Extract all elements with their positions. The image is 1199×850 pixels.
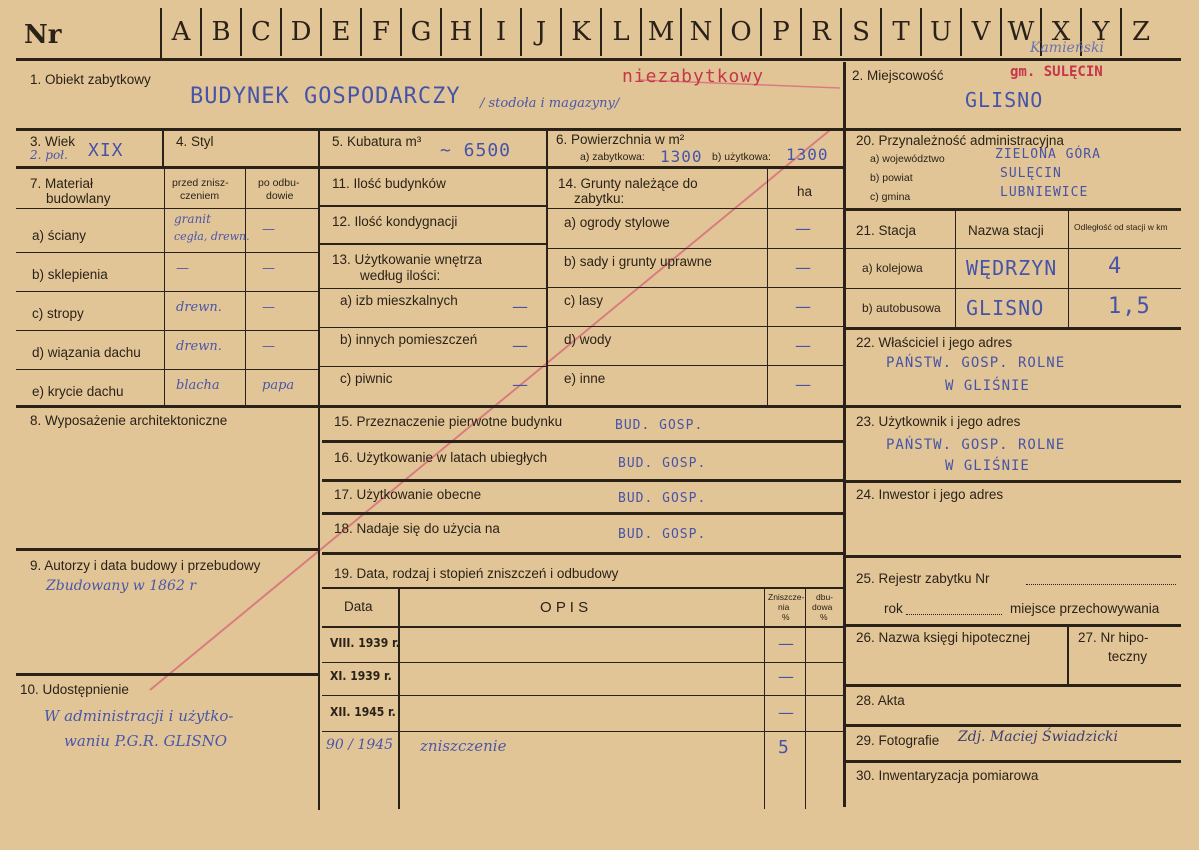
field-22-line-2: W GLIŚNIE bbox=[945, 378, 1030, 394]
index-letter-v: V bbox=[960, 8, 1000, 56]
field-6-uz-label: b) użytkowa: bbox=[712, 151, 771, 163]
field-6-uz-value: 1300 bbox=[786, 145, 829, 164]
field-7-col-po-1: po odbu- bbox=[258, 177, 300, 189]
field-17-label: 17. Użytkowanie obecne bbox=[334, 487, 482, 502]
field-8-label: 8. Wyposażenie architektoniczne bbox=[30, 413, 228, 428]
field-30-label: 30. Inwentaryzacja pomiarowa bbox=[856, 768, 1039, 783]
field-3-value-2: XIX bbox=[88, 140, 124, 161]
divider bbox=[546, 168, 548, 408]
field-19-col-pct-1: % bbox=[782, 612, 790, 622]
field-7-row-przed: — bbox=[176, 261, 189, 276]
field-3-label: 3. Wiek bbox=[30, 134, 76, 149]
field-14-row-value: — bbox=[795, 258, 811, 277]
field-19-row-opis: zniszczenie bbox=[420, 737, 507, 755]
field-1-label: 1. Obiekt zabytkowy bbox=[30, 72, 151, 87]
field-19-row-date: VIII. 1939 r. bbox=[330, 636, 400, 650]
divider bbox=[322, 731, 843, 732]
divider bbox=[320, 366, 546, 367]
field-9-value: Zbudowany w 1862 r bbox=[46, 578, 197, 594]
index-letter-p: P bbox=[760, 8, 800, 56]
field-7-row-label: b) sklepienia bbox=[32, 267, 108, 282]
index-letter-f: F bbox=[360, 8, 400, 56]
divider bbox=[398, 589, 400, 809]
field-13-row-label: c) piwnic bbox=[340, 371, 393, 386]
field-1-note: / stodoła i magazyny/ bbox=[480, 96, 620, 111]
field-7-label-2: budowlany bbox=[46, 191, 111, 206]
field-10-label: 10. Udostępnienie bbox=[20, 682, 129, 697]
field-14-row-label: d) wody bbox=[564, 332, 612, 347]
field-25-miejsce: miejsce przechowywania bbox=[1010, 601, 1160, 616]
divider bbox=[16, 673, 318, 676]
index-letter-m: M bbox=[640, 8, 680, 56]
divider bbox=[16, 548, 318, 551]
index-letter-c: C bbox=[240, 8, 280, 56]
divider bbox=[846, 208, 1181, 211]
field-10-line-2: waniu P.G.R. GLISNO bbox=[64, 732, 228, 750]
field-29-value: Zdj. Maciej Świadzicki bbox=[958, 729, 1119, 745]
divider bbox=[322, 662, 843, 663]
field-17-value: BUD. GOSP. bbox=[618, 491, 707, 506]
field-7-row-po: — bbox=[262, 300, 275, 315]
field-14-row-label: b) sady i grunty uprawne bbox=[564, 254, 712, 269]
index-letter-h: H bbox=[440, 8, 480, 56]
field-19-col-db-2: dowa bbox=[812, 602, 833, 612]
divider bbox=[320, 205, 546, 207]
field-13-row-value: — bbox=[512, 336, 528, 355]
not-monument-stamp: niezabytkowy bbox=[622, 66, 765, 87]
field-19-col-opis: O P I S bbox=[540, 599, 589, 616]
field-2-value: GLISNO bbox=[965, 88, 1044, 112]
divider bbox=[320, 288, 546, 289]
field-15-label: 15. Przeznaczenie pierwotne budynku bbox=[334, 414, 563, 429]
field-14-row-value: — bbox=[795, 375, 811, 394]
field-14-row-label: a) ogrody stylowe bbox=[564, 215, 670, 230]
field-22-line-1: PAŃSTW. GOSP. ROLNE bbox=[886, 355, 1066, 371]
divider bbox=[16, 208, 318, 209]
field-21-row-label: b) autobusowa bbox=[862, 301, 941, 315]
field-14-label-2: zabytku: bbox=[574, 191, 625, 206]
field-19-row-zn: — bbox=[778, 634, 794, 653]
index-letter-t: T bbox=[880, 8, 920, 56]
index-letter-e: E bbox=[320, 8, 360, 56]
index-letter-w: W bbox=[1000, 8, 1040, 56]
field-19-row-zn: — bbox=[778, 667, 794, 686]
field-19-col-zn-1: Zniszcze- bbox=[768, 592, 805, 602]
field-25-rok: rok bbox=[884, 601, 903, 616]
field-11-label: 11. Ilość budynków bbox=[332, 176, 446, 191]
field-19-row-date: 90 / 1945 bbox=[326, 737, 394, 753]
row-rule-2 bbox=[16, 166, 843, 169]
divider bbox=[16, 291, 318, 292]
field-5-label: 5. Kubatura m³ bbox=[332, 134, 422, 149]
divider bbox=[16, 330, 318, 331]
nr-label: Nr bbox=[24, 20, 62, 50]
field-7-col-przed-1: przed znisz- bbox=[172, 177, 229, 189]
index-letter-o: O bbox=[720, 8, 760, 56]
field-21-label: 21. Stacja bbox=[856, 223, 917, 238]
field-19-row-zn: — bbox=[778, 703, 794, 722]
field-13-row-label: b) innych pomieszczeń bbox=[340, 332, 478, 347]
field-20-label: 20. Przynależność administracyjna bbox=[856, 133, 1064, 148]
signature: Kamieński bbox=[1030, 40, 1105, 56]
divider bbox=[162, 130, 164, 166]
divider bbox=[245, 168, 246, 406]
field-19-label: 19. Data, rodzaj i stopień zniszczeń i odbudowy bbox=[334, 566, 619, 581]
field-14-row-value: — bbox=[795, 336, 811, 355]
field-20-pow-value: SULĘCIN bbox=[1000, 166, 1062, 181]
left-column-divider bbox=[318, 130, 320, 810]
index-letter-r: R bbox=[800, 8, 840, 56]
divider bbox=[320, 327, 546, 328]
field-13-row-value: — bbox=[512, 297, 528, 316]
divider bbox=[548, 287, 843, 288]
field-21-col-dist: Odległość od stacji w km bbox=[1074, 222, 1168, 232]
divider bbox=[322, 512, 843, 515]
field-24-label: 24. Inwestor i jego adres bbox=[856, 487, 1004, 502]
field-14-label-1: 14. Grunty należące do bbox=[558, 176, 698, 191]
field-7-col-po-2: dowie bbox=[266, 190, 294, 202]
divider bbox=[322, 479, 843, 482]
field-20-gm-label: c) gmina bbox=[870, 191, 911, 203]
field-28-label: 28. Akta bbox=[856, 693, 905, 708]
field-10-line-1: W administracji i użytko- bbox=[44, 707, 234, 725]
divider bbox=[322, 440, 843, 443]
field-27-label-2: teczny bbox=[1108, 649, 1148, 664]
field-2-gmina-note: gm. SULĘCIN bbox=[1010, 64, 1103, 80]
field-25-label: 25. Rejestr zabytku Nr bbox=[856, 571, 990, 586]
field-7-col-przed-2: czeniem bbox=[180, 190, 220, 202]
field-7-row-label: a) ściany bbox=[32, 228, 87, 243]
field-7-row-po: — bbox=[262, 339, 275, 354]
field-7-row-label: c) stropy bbox=[32, 306, 84, 321]
field-3-value-1: 2. poł. bbox=[30, 148, 68, 162]
field-19-row-zn: 5 bbox=[778, 737, 790, 758]
field-14-row-value: — bbox=[795, 219, 811, 238]
field-20-woj-value: ZIELONA GÓRA bbox=[995, 147, 1101, 162]
field-18-value: BUD. GOSP. bbox=[618, 527, 707, 542]
field-18-label: 18. Nadaje się do użycia na bbox=[334, 521, 500, 536]
field-21-row-dist: 4 bbox=[1108, 254, 1123, 279]
divider bbox=[1067, 626, 1069, 686]
dotted-line bbox=[906, 614, 1002, 615]
divider bbox=[846, 624, 1181, 627]
field-7-row-przed: drewn. bbox=[176, 339, 222, 354]
field-1-value: BUDYNEK GOSPODARCZY bbox=[190, 84, 461, 109]
field-14-row-label: e) inne bbox=[564, 371, 606, 386]
field-23-line-1: PAŃSTW. GOSP. ROLNE bbox=[886, 437, 1066, 453]
index-letter-x: X bbox=[1040, 8, 1080, 56]
field-7-row-po: — bbox=[262, 261, 275, 276]
field-21-row-name: WĘDRZYN bbox=[966, 256, 1058, 280]
field-29-label: 29. Fotografie bbox=[856, 733, 940, 748]
divider bbox=[955, 210, 956, 328]
field-16-value: BUD. GOSP. bbox=[618, 456, 707, 471]
index-letter-z: Z bbox=[1120, 8, 1160, 56]
field-13-label-1: 13. Użytkowanie wnętrza bbox=[332, 252, 483, 267]
divider bbox=[548, 248, 843, 249]
field-19-col-pct-2: % bbox=[820, 612, 828, 622]
field-7-row-przed-2: cegła, drewn. bbox=[174, 230, 250, 243]
divider bbox=[846, 724, 1181, 727]
divider bbox=[16, 369, 318, 370]
field-7-row-po: papa bbox=[262, 378, 295, 393]
field-20-gm-value: LUBNIEWICE bbox=[1000, 185, 1089, 200]
field-19-col-data: Data bbox=[344, 599, 373, 614]
divider bbox=[846, 480, 1181, 483]
index-letter-a: A bbox=[160, 8, 200, 56]
field-23-label: 23. Użytkownik i jego adres bbox=[856, 414, 1021, 429]
index-letter-b: B bbox=[200, 8, 240, 56]
field-13-row-value: — bbox=[512, 375, 528, 394]
field-2-label: 2. Miejscowość bbox=[852, 68, 944, 83]
field-7-row-label: e) krycie dachu bbox=[32, 384, 124, 399]
divider bbox=[548, 365, 843, 366]
field-22-label: 22. Właściciel i jego adres bbox=[856, 335, 1013, 350]
field-7-row-label: d) wiązania dachu bbox=[32, 345, 141, 360]
field-9-label: 9. Autorzy i data budowy i przebudowy bbox=[30, 558, 261, 573]
divider bbox=[764, 589, 765, 809]
field-4-label: 4. Styl bbox=[176, 134, 214, 149]
divider bbox=[1068, 210, 1069, 328]
field-13-row-label: a) izb mieszkalnych bbox=[340, 293, 458, 308]
field-21-row-label: a) kolejowa bbox=[862, 261, 923, 275]
field-7-label-1: 7. Materiał bbox=[30, 176, 94, 191]
field-21-row-dist: 1,5 bbox=[1108, 294, 1151, 319]
field-6-zab-value: 1300 bbox=[660, 147, 703, 166]
field-21-col-name: Nazwa stacji bbox=[968, 223, 1044, 238]
row-rule-3 bbox=[16, 405, 843, 408]
field-16-label: 16. Użytkowanie w latach ubiegłych bbox=[334, 450, 548, 465]
field-13-label-2: według ilości: bbox=[360, 268, 441, 283]
field-14-row-label: c) lasy bbox=[564, 293, 604, 308]
divider bbox=[16, 252, 318, 253]
divider bbox=[320, 243, 546, 245]
field-19-row-date: XI. 1939 r. bbox=[330, 669, 392, 683]
index-letter-u: U bbox=[920, 8, 960, 56]
field-7-row-przed: drewn. bbox=[176, 300, 222, 315]
divider bbox=[548, 208, 843, 209]
field-19-row-date: XII. 1945 r. bbox=[330, 705, 396, 719]
field-26-label: 26. Nazwa księgi hipotecznej bbox=[856, 630, 1031, 645]
divider bbox=[322, 626, 843, 628]
index-letter-s: S bbox=[840, 8, 880, 56]
index-letter-n: N bbox=[680, 8, 720, 56]
index-letter-y: Y bbox=[1080, 8, 1120, 56]
right-column-divider bbox=[843, 62, 846, 807]
divider bbox=[164, 168, 165, 406]
divider bbox=[322, 695, 843, 696]
field-23-line-2: W GLIŚNIE bbox=[945, 458, 1030, 474]
index-letter-k: K bbox=[560, 8, 600, 56]
index-letter-i: I bbox=[480, 8, 520, 56]
field-7-row-przed: blacha bbox=[176, 378, 220, 393]
field-5-value: ~ 6500 bbox=[440, 140, 512, 161]
divider bbox=[546, 130, 548, 168]
divider bbox=[846, 288, 1181, 289]
divider bbox=[322, 552, 843, 555]
index-letter-g: G bbox=[400, 8, 440, 56]
field-19-col-zn-2: nia bbox=[778, 602, 790, 612]
field-14-row-value: — bbox=[795, 297, 811, 316]
index-letter-d: D bbox=[280, 8, 320, 56]
divider bbox=[846, 405, 1181, 408]
divider bbox=[846, 555, 1181, 558]
field-27-label-1: 27. Nr hipo- bbox=[1078, 630, 1149, 645]
field-20-pow-label: b) powiat bbox=[870, 172, 913, 184]
field-14-unit: ha bbox=[797, 184, 813, 199]
divider bbox=[846, 248, 1181, 249]
field-15-value: BUD. GOSP. bbox=[615, 418, 704, 433]
field-12-label: 12. Ilość kondygnacji bbox=[332, 214, 458, 229]
field-19-col-db-1: dbu- bbox=[816, 592, 834, 602]
field-7-row-po: — bbox=[262, 222, 275, 237]
index-letter-l: L bbox=[600, 8, 640, 56]
divider bbox=[846, 327, 1181, 330]
divider bbox=[805, 589, 806, 809]
field-20-woj-label: a) województwo bbox=[870, 153, 945, 165]
index-letter-j: J bbox=[520, 8, 560, 56]
field-7-row-przed: granit bbox=[174, 212, 211, 226]
divider bbox=[548, 326, 843, 327]
field-21-row-name: GLISNO bbox=[966, 296, 1045, 320]
dotted-line bbox=[1026, 584, 1176, 585]
divider bbox=[846, 684, 1181, 687]
row-rule-1 bbox=[16, 128, 1181, 131]
field-6-label: 6. Powierzchnia w m² bbox=[556, 132, 685, 147]
divider bbox=[846, 760, 1181, 763]
field-6-zab-label: a) zabytkowa: bbox=[580, 151, 645, 163]
